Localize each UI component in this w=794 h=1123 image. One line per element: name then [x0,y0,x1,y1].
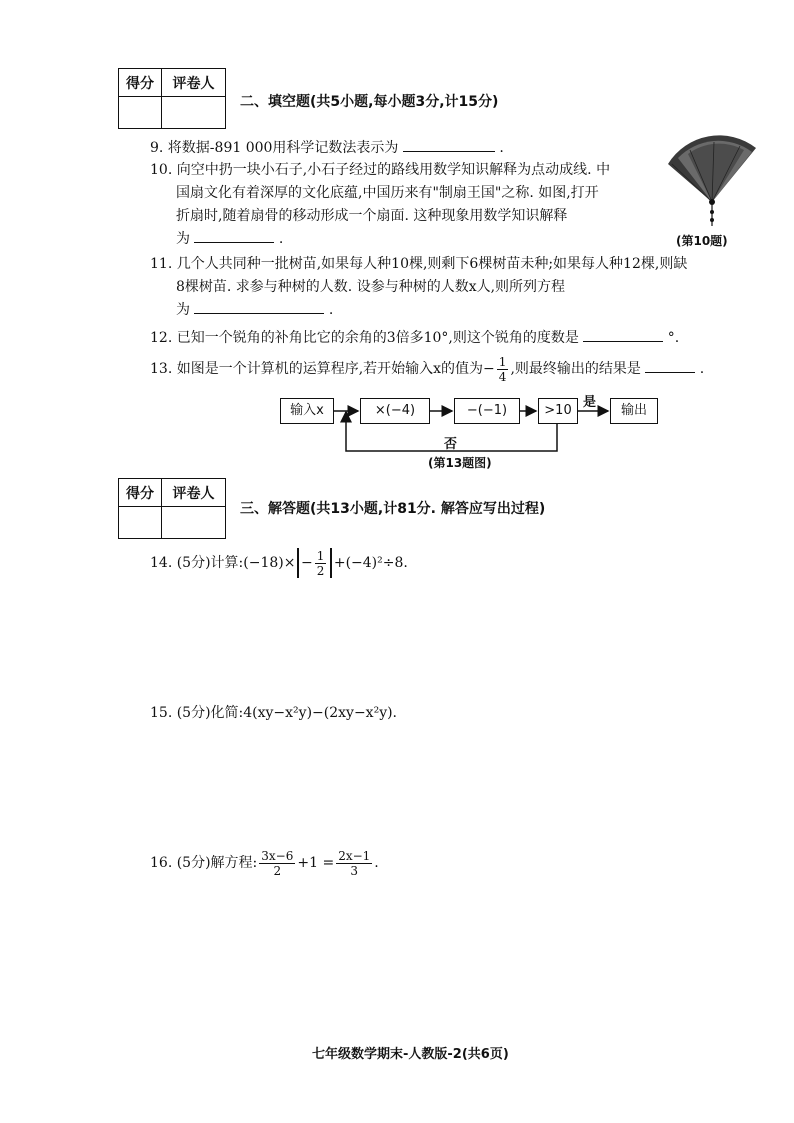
q16-rhs-num: 2x−1 [338,848,371,863]
q9-text: 9. 将数据-891 000用科学记数法表示为 [150,140,399,156]
score-header: 得分 [119,479,162,507]
q14-tail: +(−4)²÷8. [333,555,408,571]
q10-line1: 10. 向空中扔一块小石子,小石子经过的路线用数学知识解释为点动成线. 中 [150,162,611,178]
score-cell[interactable] [119,97,162,129]
q16-lhs-fraction [259,849,295,878]
q16-end: . [374,855,379,871]
grader-header: 评卷人 [162,69,226,97]
flow-no-label: 否 [444,437,458,452]
score-cell[interactable] [119,507,162,539]
q11-line1: 11. 几个人共同种一批树苗,如果每人种10棵,则剩下6棵树苗未种;如果每人种12棵,则缺 [150,256,688,272]
section-3-title: 三、解答题(共13小题,计81分. 解答应写出过程) [240,501,546,517]
flow-input-box: 输入x [280,398,334,424]
q16-lhs-den: 2 [273,863,282,878]
q12-text: 12. 已知一个锐角的补角比它的余角的3倍多10°,则这个锐角的度数是 [150,330,579,346]
question-9 [150,139,504,157]
score-table-1 [118,68,226,129]
flowchart [280,393,660,457]
q10-line4 [150,230,610,248]
grader-cell[interactable] [162,507,226,539]
fan-figure [664,134,760,230]
q9-answer-blank[interactable] [403,139,495,152]
q10-line4-text: 为 [176,231,190,247]
q10-figure-caption: (第10题) [676,234,728,248]
question-13 [150,352,704,386]
q11-answer-blank[interactable] [194,301,324,314]
flow-step1-box: ×(−4) [360,398,430,424]
q14-label: 14. (5分)计算:(−18)× [150,555,296,571]
q12-answer-blank[interactable] [583,329,663,342]
flow-yes-label: 是 [583,395,597,410]
q14-frac-den: 2 [316,563,325,578]
question-14 [150,546,408,580]
flow-output-box: 输出 [610,398,658,424]
q16-lhs-num: 3x−6 [261,848,294,863]
q13-frac-den: 4 [498,369,507,384]
q10-line3: 折扇时,随着扇骨的移动形成一个扇面. 这种现象用数学知识解释 [176,208,568,224]
q13-text-a: 13. 如图是一个计算机的运算程序,若开始输入x的值为− [150,361,495,377]
q13-end: . [699,361,705,377]
q16-rhs-fraction [336,849,372,878]
q9-end: . [499,140,504,156]
section-2-title: 二、填空题(共5小题,每小题3分,计15分) [240,94,499,110]
score-table-2 [118,478,226,539]
flow-condition-box: >10 [538,398,578,424]
page-footer: 七年级数学期末-人教版-2(共6页) [312,1047,509,1062]
q16-rhs-den: 3 [350,863,359,878]
question-11 [150,255,687,319]
abs-bar-right [330,548,332,578]
q13-fraction [497,355,509,384]
q13-frac-num: 1 [498,354,507,369]
q13-figure-caption: (第13题图) [428,456,492,470]
grader-header: 评卷人 [162,479,226,507]
q12-end: °. [667,330,680,346]
q10-answer-blank[interactable] [194,230,274,243]
q10-line2: 国扇文化有着深厚的文化底蕴,中国历来有"制扇王国"之称. 如图,打开 [176,185,599,201]
q10-end: . [278,231,284,247]
q13-answer-blank[interactable] [645,360,695,373]
q14-fraction [315,549,327,578]
flow-step2-box: −(−1) [454,398,520,424]
q16-label: 16. (5分)解方程: [150,855,258,871]
question-12 [150,329,679,347]
q11-line2: 8棵树苗. 求参与种树的人数. 设参与种树的人数x人,则所列方程 [176,279,566,295]
q14-abs-prefix: − [300,555,313,571]
q16-plus: +1 = [297,855,335,871]
question-15: 15. (5分)化简:4(xy−x²y)−(2xy−x²y). [150,705,398,721]
score-header: 得分 [119,69,162,97]
abs-bar-left [297,548,299,578]
question-16 [150,846,379,880]
question-10 [150,161,610,248]
q14-frac-num: 1 [316,548,325,563]
grader-cell[interactable] [162,97,226,129]
q11-line3 [150,301,687,319]
q11-line3-text: 为 [176,302,190,318]
q11-end: . [328,302,334,318]
q13-text-b: ,则最终输出的结果是 [510,361,641,377]
folding-fan-icon [664,134,760,230]
